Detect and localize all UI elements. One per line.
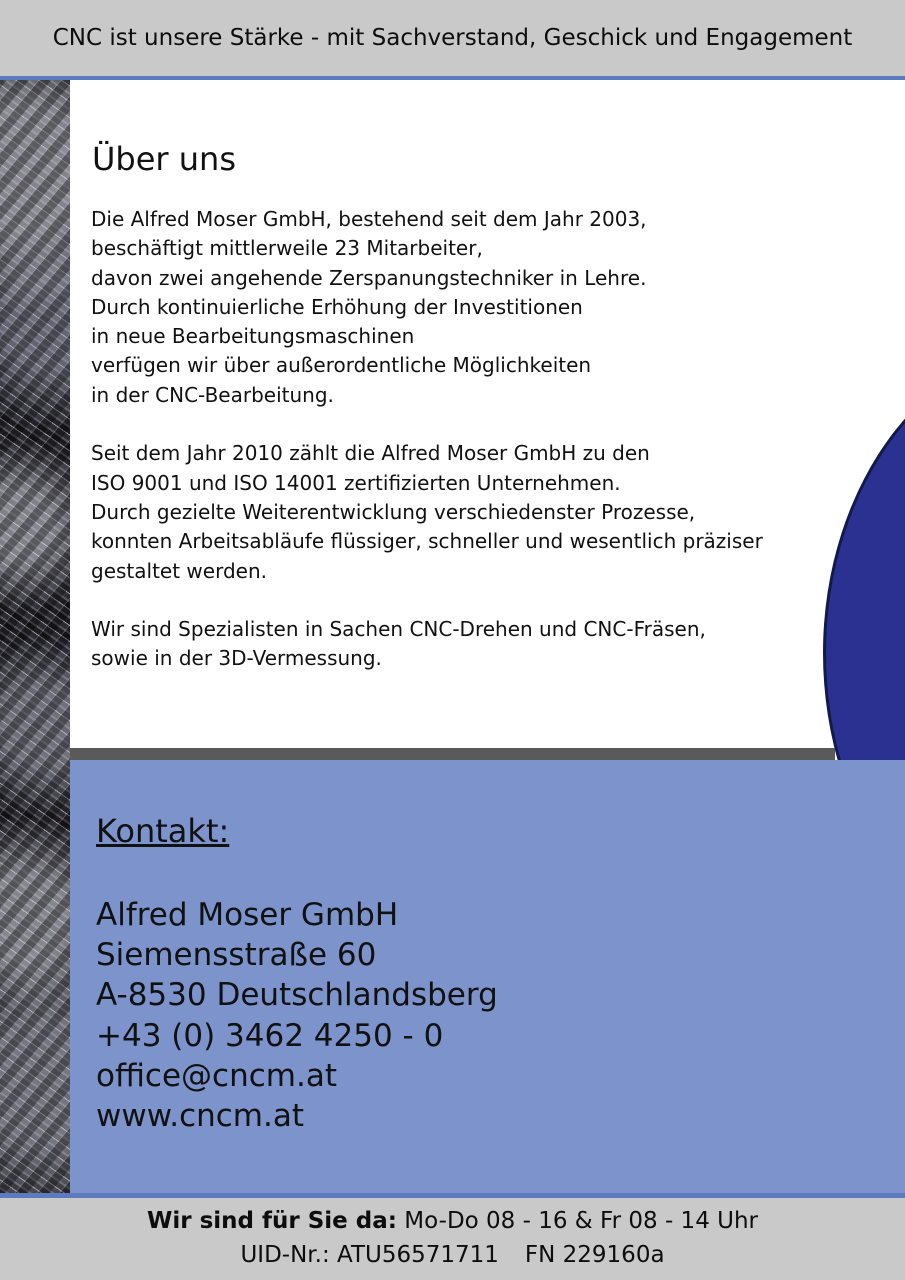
hours-label: Wir sind für Sie da: xyxy=(146,1208,397,1234)
about-text xyxy=(91,205,821,703)
city-address: A-8530 Deutschlandsberg xyxy=(96,977,498,1014)
text-line: davon zwei angehende Zerspanungstechniker in Lehre. xyxy=(91,265,647,290)
footer xyxy=(0,1198,905,1280)
street-address: Siemensstraße 60 xyxy=(96,937,377,974)
company-ids xyxy=(0,1242,905,1268)
text-line: in neue Bearbeitungsmaschinen xyxy=(91,324,415,349)
text-line: verfügen wir über außerordentliche Möglichkeiten xyxy=(91,353,592,378)
contact-title: Kontakt: xyxy=(96,812,230,850)
text-line: ISO 9001 und ISO 14001 zertifizierten Unternehmen. xyxy=(91,470,621,495)
about-paragraph-1 xyxy=(91,205,821,410)
website-link[interactable]: www.cncm.at xyxy=(96,1098,305,1135)
email-link[interactable]: office@cncm.at xyxy=(96,1057,337,1094)
text-line: in der CNC-Bearbeitung. xyxy=(91,382,334,407)
hours-value: Mo-Do 08 - 16 & Fr 08 - 14 Uhr xyxy=(404,1208,759,1234)
metal-chips-photo xyxy=(0,80,70,1195)
text-line: gestaltet werden. xyxy=(91,558,267,583)
text-line: Seit dem Jahr 2010 zählt die Alfred Moser GmbH zu den xyxy=(91,441,650,466)
text-line: beschäftigt mittlerweile 23 Mitarbeiter, xyxy=(91,236,483,261)
text-line: Wir sind Spezialisten in Sachen CNC-Drehen und CNC-Fräsen, xyxy=(91,617,706,642)
fn-number: FN 229160a xyxy=(524,1242,665,1268)
contact-details xyxy=(96,895,498,1136)
text-line: Durch gezielte Weiterentwicklung verschiedenster Prozesse, xyxy=(91,499,696,524)
header-banner xyxy=(0,0,905,76)
opening-hours xyxy=(0,1208,905,1234)
uid-number: UID-Nr.: ATU56571711 xyxy=(240,1242,499,1268)
header-tagline: CNC ist unsere Stärke - mit Sachverstand, Geschick und Engagement xyxy=(52,25,853,51)
text-line: sowie in der 3D-Vermessung. xyxy=(91,646,382,671)
about-paragraph-2 xyxy=(91,439,821,585)
text-line: konnten Arbeitsabläufe flüssiger, schneller und wesentlich präziser xyxy=(91,529,763,554)
phone-number[interactable]: +43 (0) 3462 4250 - 0 xyxy=(96,1017,444,1054)
text-line: Durch kontinuierliche Erhöhung der Investitionen xyxy=(91,294,583,319)
about-title: Über uns xyxy=(92,140,236,178)
company-name: Alfred Moser GmbH xyxy=(96,897,399,933)
about-paragraph-3 xyxy=(91,615,821,674)
text-line: Die Alfred Moser GmbH, bestehend seit dem Jahr 2003, xyxy=(91,207,647,231)
section-divider xyxy=(70,748,835,760)
